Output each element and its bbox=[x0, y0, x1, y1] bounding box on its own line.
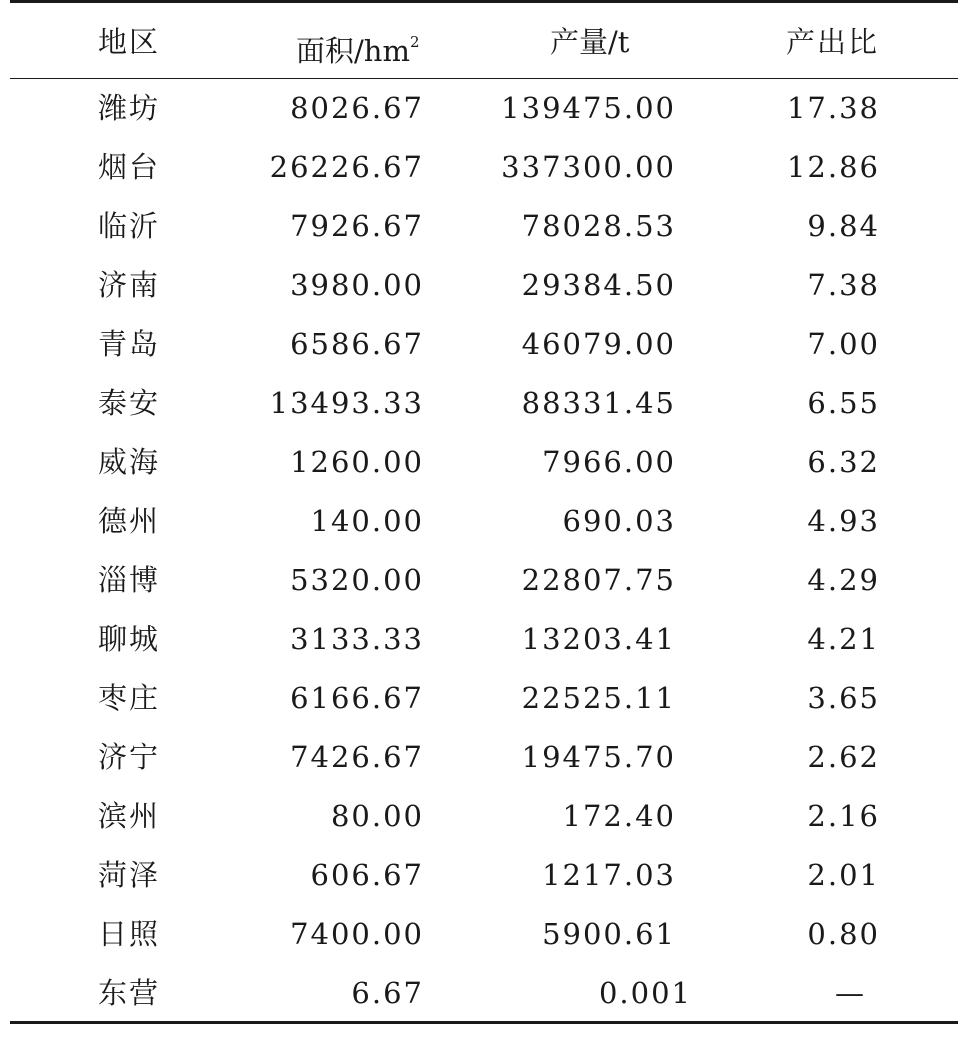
table-row bbox=[10, 619, 958, 659]
ratio-cell: 12.86 bbox=[786, 150, 880, 184]
header-yield: 产量/t bbox=[550, 25, 630, 59]
header-area bbox=[296, 22, 456, 68]
area-cell: 6586.67 bbox=[290, 327, 424, 361]
region-cell: 临沂 bbox=[98, 209, 161, 243]
yield-cell: 88331.45 bbox=[521, 386, 676, 420]
region-cell: 威海 bbox=[98, 445, 161, 479]
table-header-rule bbox=[10, 78, 958, 79]
table-row bbox=[10, 973, 958, 1013]
region-cell: 枣庄 bbox=[98, 681, 161, 715]
area-cell: 5320.00 bbox=[290, 563, 424, 597]
area-cell: 6.67 bbox=[351, 976, 424, 1010]
area-cell: 3133.33 bbox=[290, 622, 424, 656]
region-cell: 泰安 bbox=[98, 386, 161, 420]
area-cell: 3980.00 bbox=[290, 268, 424, 302]
area-cell: 1260.00 bbox=[290, 445, 424, 479]
yield-cell: 7966.00 bbox=[542, 445, 676, 479]
yield-cell: 0.001 bbox=[598, 976, 692, 1010]
area-cell: 80.00 bbox=[330, 799, 424, 833]
region-cell: 烟台 bbox=[98, 150, 161, 184]
table-header-row bbox=[10, 22, 958, 68]
yield-cell: 29384.50 bbox=[521, 268, 676, 302]
ratio-cell: 2.01 bbox=[807, 858, 880, 892]
region-cell: 德州 bbox=[98, 504, 161, 538]
ratio-cell: 4.29 bbox=[807, 563, 880, 597]
area-cell: 140.00 bbox=[310, 504, 424, 538]
table-row bbox=[10, 501, 958, 541]
yield-cell: 46079.00 bbox=[521, 327, 676, 361]
yield-cell: 13203.41 bbox=[521, 622, 676, 656]
yield-cell: 22525.11 bbox=[521, 681, 676, 715]
table-row bbox=[10, 737, 958, 777]
yield-cell: 78028.53 bbox=[521, 209, 676, 243]
ratio-cell: 2.62 bbox=[807, 740, 880, 774]
region-cell: 济南 bbox=[98, 268, 161, 302]
area-cell: 7426.67 bbox=[290, 740, 424, 774]
ratio-cell: 6.32 bbox=[807, 445, 880, 479]
ratio-cell: 17.38 bbox=[786, 91, 880, 125]
header-area-label: 面积/hm bbox=[296, 34, 410, 68]
region-cell: 东营 bbox=[98, 976, 161, 1010]
yield-cell: 22807.75 bbox=[521, 563, 676, 597]
ratio-cell: 3.65 bbox=[807, 681, 880, 715]
ratio-cell: 0.80 bbox=[807, 917, 880, 951]
table-row bbox=[10, 678, 958, 718]
area-cell: 13493.33 bbox=[269, 386, 424, 420]
table-row bbox=[10, 855, 958, 895]
region-cell: 滨州 bbox=[98, 799, 161, 833]
table-row bbox=[10, 88, 958, 128]
area-cell: 26226.67 bbox=[269, 150, 424, 184]
yield-cell: 19475.70 bbox=[521, 740, 676, 774]
ratio-cell: 2.16 bbox=[807, 799, 880, 833]
yield-cell: 172.40 bbox=[562, 799, 676, 833]
region-cell: 青岛 bbox=[98, 327, 161, 361]
area-cell: 6166.67 bbox=[290, 681, 424, 715]
table-row bbox=[10, 442, 958, 482]
header-ratio: 产出比 bbox=[786, 25, 880, 59]
ratio-cell: — bbox=[835, 976, 866, 1010]
region-cell: 聊城 bbox=[98, 622, 161, 656]
yield-cell: 337300.00 bbox=[501, 150, 676, 184]
ratio-cell: 7.38 bbox=[807, 268, 880, 302]
table-top-rule bbox=[10, 0, 958, 3]
region-cell: 菏泽 bbox=[98, 858, 161, 892]
ratio-cell: 7.00 bbox=[807, 327, 880, 361]
ratio-cell: 9.84 bbox=[807, 209, 880, 243]
yield-cell: 5900.61 bbox=[542, 917, 676, 951]
ratio-cell: 4.21 bbox=[807, 622, 880, 656]
area-cell: 8026.67 bbox=[290, 91, 424, 125]
table-row bbox=[10, 147, 958, 187]
region-cell: 济宁 bbox=[98, 740, 161, 774]
data-table bbox=[10, 0, 958, 1040]
area-cell: 606.67 bbox=[310, 858, 424, 892]
table-row bbox=[10, 383, 958, 423]
table-row bbox=[10, 560, 958, 600]
region-cell: 淄博 bbox=[98, 563, 161, 597]
area-cell: 7400.00 bbox=[290, 917, 424, 951]
region-cell: 日照 bbox=[98, 917, 161, 951]
yield-cell: 1217.03 bbox=[542, 858, 676, 892]
table-row bbox=[10, 324, 958, 364]
table-row bbox=[10, 206, 958, 246]
region-cell: 潍坊 bbox=[98, 91, 161, 125]
table-row bbox=[10, 796, 958, 836]
table-row bbox=[10, 265, 958, 305]
table-row bbox=[10, 914, 958, 954]
header-region: 地区 bbox=[98, 25, 161, 59]
table-bottom-rule bbox=[10, 1021, 958, 1024]
ratio-cell: 4.93 bbox=[807, 504, 880, 538]
yield-cell: 690.03 bbox=[562, 504, 676, 538]
ratio-cell: 6.55 bbox=[807, 386, 880, 420]
yield-cell: 139475.00 bbox=[501, 91, 676, 125]
header-area-superscript: 2 bbox=[409, 33, 420, 51]
area-cell: 7926.67 bbox=[290, 209, 424, 243]
